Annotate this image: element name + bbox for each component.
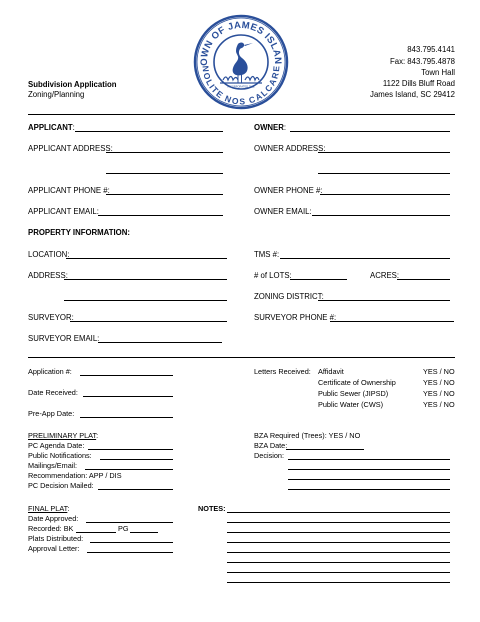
applicant-address-field[interactable] [106,152,223,153]
date-received-label: Date Received: [28,388,78,397]
notes-line[interactable] [227,542,450,543]
letter-water-value[interactable]: YES / NO [423,400,455,409]
owner-address-label: OWNER ADDRESS: [254,144,326,153]
acres-label: ACRES: [370,271,400,280]
date-approved-label: Date Approved: [28,514,79,523]
date-received-field[interactable] [83,396,173,397]
applicant-email-field[interactable] [98,215,223,216]
application-no-field[interactable] [80,375,173,376]
recorded-bk-label: Recorded: BK [28,524,74,533]
bza-date-label: BZA Date: [254,441,288,450]
plats-distributed-field[interactable] [90,542,173,543]
pre-app-date-field[interactable] [80,417,173,418]
property-heading: PROPERTY INFORMATION: [28,228,130,237]
applicant-address-field-2[interactable] [106,173,223,174]
pc-agenda-field[interactable] [88,449,173,450]
applicant-phone-field[interactable] [106,194,223,195]
header-divider [28,114,455,115]
applicant-email-label: APPLICANT EMAIL: [28,207,99,216]
notes-line[interactable] [227,572,450,573]
notes-label: NOTES: [198,504,226,513]
form-title: Subdivision Application [28,80,117,89]
applicant-label: APPLICANT: [28,123,75,132]
letter-affidavit: Affidavit [318,367,344,376]
notes-line[interactable] [227,532,450,533]
pc-agenda-label: PC Agenda Date: [28,441,85,450]
mailings-field[interactable] [85,469,173,470]
contact-street: 1122 Dills Bluff Road [382,79,455,88]
lots-label: # of LOTS: [254,271,292,280]
approval-letter-field[interactable] [87,552,173,553]
application-no-label: Application #: [28,367,72,376]
letter-certificate-value[interactable]: YES / NO [423,378,455,387]
seal-inner-text: INCORPORATED 2012 [227,85,255,89]
address-field[interactable] [64,279,227,280]
recorded-bk-field[interactable] [76,532,116,533]
owner-email-field[interactable] [312,215,450,216]
letter-sewer: Public Sewer (JIPSD) [318,389,389,398]
location-label: LOCATION: [28,250,70,259]
preliminary-plat-heading: PRELIMINARY PLAT: [28,431,99,440]
notes-line[interactable] [227,512,450,513]
tms-field[interactable] [280,258,450,259]
pre-app-date-label: Pre-App Date: [28,409,75,418]
pc-decision-mailed-field[interactable] [98,489,173,490]
notes-line[interactable] [227,522,450,523]
notes-line[interactable] [227,552,450,553]
contact-org: Town Hall [421,68,455,77]
decision-label: Decision: [254,451,285,460]
location-field[interactable] [66,258,227,259]
public-notifications-field[interactable] [100,459,173,460]
owner-phone-label: OWNER PHONE #: [254,186,323,195]
bza-date-field[interactable] [286,449,364,450]
letter-water: Public Water (CWS) [318,400,384,409]
contact-phone: 843.795.4141 [407,45,455,54]
address-label: ADDRESS: [28,271,68,280]
letters-received-label: Letters Received: [254,367,311,376]
pc-decision-mailed-label: PC Decision Mailed: [28,481,94,490]
letter-affidavit-value[interactable]: YES / NO [423,367,455,376]
surveyor-label: SURVEYOR: [28,313,74,322]
applicant-field[interactable] [75,131,223,132]
surveyor-field[interactable] [70,321,227,322]
letter-certificate: Certificate of Ownership [318,378,396,387]
recommendation-label[interactable]: Recommendation: APP / DIS [28,471,122,480]
surveyor-phone-label: SURVEYOR PHONE #: [254,313,337,322]
lots-field[interactable] [290,279,347,280]
tms-label: TMS #: [254,250,280,259]
contact-city: James Island, SC 29412 [370,90,455,99]
recorded-pg-field[interactable] [130,532,158,533]
owner-field[interactable] [290,131,450,132]
seal-top-text: OWN OF JAMES ISLAN [198,19,284,66]
owner-phone-field[interactable] [320,194,450,195]
owner-email-label: OWNER EMAIL: [254,207,312,216]
acres-field[interactable] [397,279,450,280]
owner-label: OWNER: [254,123,287,132]
applicant-address-label: APPLICANT ADDRESS: [28,144,113,153]
recorded-pg-label: PG [118,524,129,533]
address-field-2[interactable] [64,300,227,301]
decision-field-1[interactable] [288,459,450,460]
decision-field-4[interactable] [288,489,450,490]
mailings-label: Mailings/Email: [28,461,78,470]
zoning-field[interactable] [318,300,450,301]
seal-bottom-text: NOLITE NOS CALCARE [200,65,282,107]
seal-logo [193,14,289,110]
public-notifications-label: Public Notifications: [28,451,92,460]
owner-address-field[interactable] [318,152,450,153]
approval-letter-label: Approval Letter: [28,544,80,553]
notes-line[interactable] [227,582,450,583]
decision-field-2[interactable] [288,469,450,470]
contact-fax: Fax: 843.795.4878 [389,57,455,66]
town-seal [193,14,289,110]
date-approved-field[interactable] [86,522,173,523]
owner-address-field-2[interactable] [318,173,450,174]
final-plat-heading: FINAL PLAT: [28,504,70,513]
surveyor-email-field[interactable] [98,342,222,343]
surveyor-phone-field[interactable] [330,321,454,322]
notes-line[interactable] [227,562,450,563]
surveyor-email-label: SURVEYOR EMAIL: [28,334,100,343]
plats-distributed-label: Plats Distributed: [28,534,84,543]
section-divider [28,357,455,358]
bza-required-label[interactable]: BZA Required (Trees): YES / NO [254,431,361,440]
form-subtitle: Zoning/Planning [28,90,85,99]
zoning-label: ZONING DISTRICT: [254,292,324,301]
decision-field-3[interactable] [288,479,450,480]
applicant-phone-label: APPLICANT PHONE #: [28,186,110,195]
letter-sewer-value[interactable]: YES / NO [423,389,455,398]
